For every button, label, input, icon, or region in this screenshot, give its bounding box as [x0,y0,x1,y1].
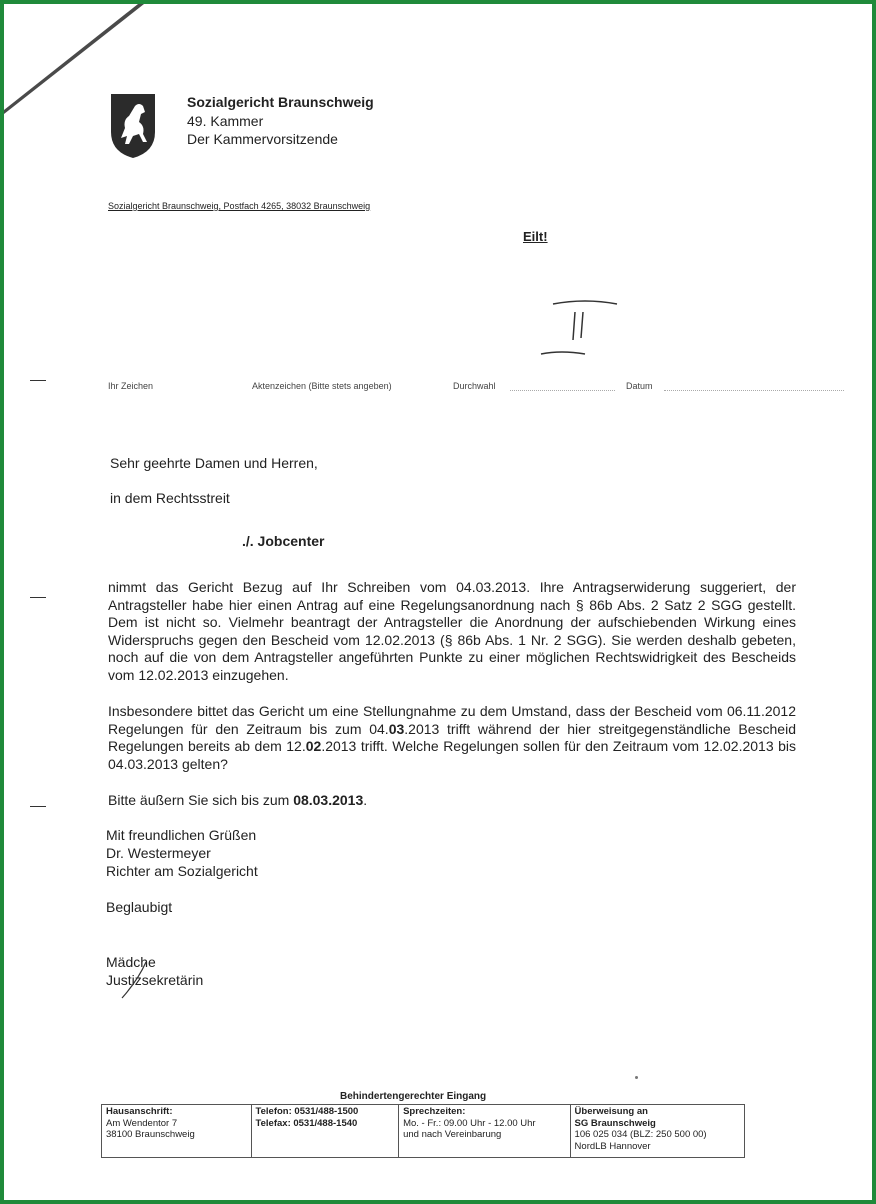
transfer-recipient: SG Braunschweig [574,1117,656,1129]
coat-of-arms-horse-icon [109,92,157,160]
fax: Telefax: 0531/488-1540 [255,1117,358,1129]
chamber: 49. Kammer [187,113,264,129]
address-label: Hausanschrift: [106,1106,173,1117]
return-address: Sozialgericht Braunschweig, Postfach 4265, 38032 Braunschweig [108,201,371,211]
paragraph-2-bold: 02 [305,738,322,755]
date-line [664,390,844,391]
certified-label: Beglaubigt [106,899,173,915]
paragraph-1: nimmt das Gericht Bezug auf Ihr Schreiben vom 04.03.2013. Ihre Antragserwiderung suggeriert, der Antragsteller habe hier einen Antrag auf eine Regelungsanordnung nach § 86b Abs. 2 Satz 2 SGG gestellt. Dem ist nicht so. Vielmehr beantragt der Antragsteller die Anordnung der aufschiebenden Wirkung eines Widerspruchs gegen den Bescheid vom 12.02.2013 (§ 86b Abs. 1 Nr. 2 SGG). Sie werden deshalb gebeten, noch auf die von dem Antragsteller angeführten Punkte zu einer möglichen Rechtswidrigkeit des Bescheids vom 12.02.2013 einzugehen. [108,579,796,683]
greeting: Sehr geehrte Damen und Herren, [110,455,318,471]
file-number-label: Aktenzeichen (Bitte stets angeben) [252,381,392,391]
transfer-label: Überweisung an [574,1106,648,1117]
footer-address [102,1105,252,1157]
paragraph-2-bold: 03 [388,720,405,737]
case-intro: in dem Rechtsstreit [110,490,230,506]
accessible-entrance: Behindertengerechter Eingang [340,1091,487,1102]
paragraph-2 [108,703,796,773]
date-label: Datum [626,381,653,391]
paragraph-2-text: .2013 trifft. Welche Regelungen sollen für den Zeitraum vom 12.02.2013 bis 04.03.2013 gelten? [108,738,796,772]
court-name: Sozialgericht Braunschweig [187,94,374,110]
handwritten-mark [535,298,625,358]
fold-mark [30,597,46,598]
signature-stroke [118,960,148,1000]
transfer-account: 106 025 034 (BLZ: 250 500 00) [574,1129,707,1140]
footer-bank [571,1105,744,1157]
judge-title: Richter am Sozialgericht [106,863,258,879]
deadline-end: . [363,792,368,808]
hours-label: Sprechzeiten: [403,1106,466,1117]
your-reference-label: Ihr Zeichen [108,381,154,391]
clerk-title: Justizsekretärin [106,972,204,988]
phone: Telefon: 0531/488-1500 [255,1106,359,1117]
hours-1: Mo. - Fr.: 09.00 Uhr - 12.00 Uhr [403,1117,536,1129]
urgent-label: Eilt! [523,229,548,244]
transfer-bank: NordLB Hannover [574,1140,651,1152]
footer-hours [399,1105,570,1157]
extension-label: Durchwahl [453,381,496,391]
judge-name: Dr. Westermeyer [106,845,211,861]
address-city: 38100 Braunschweig [106,1129,195,1140]
footer-contact [252,1105,400,1157]
clerk-name: Mädche [106,954,156,970]
closing-block [106,826,258,880]
extension-line [510,390,615,391]
address-street: Am Wendentor 7 [106,1117,178,1129]
hours-2: und nach Vereinbarung [403,1129,502,1140]
deadline-text: Bitte äußern Sie sich bis zum [108,792,294,808]
deadline-date: 08.03.2013 [293,792,364,808]
opposing-party: ./. Jobcenter [242,533,325,549]
deadline [108,792,367,808]
fold-mark [30,806,46,807]
speck [635,1076,638,1079]
footer-table [101,1104,745,1158]
paragraph-2-text: Insbesondere bittet das Gericht um eine Stellungnahme zu dem Umstand, dass der Bescheid vom 06.11.2012 Regelungen für den Zeitraum bis zum 04. [108,703,796,737]
fold-mark [30,380,46,381]
regards: Mit freundlichen Grüßen [106,827,257,843]
paragraph-2-text: .2013 trifft während der hier streitgegenständliche Bescheid Regelungen bereits ab dem 12. [108,720,796,755]
chair: Der Kammervorsitzende [187,131,338,147]
